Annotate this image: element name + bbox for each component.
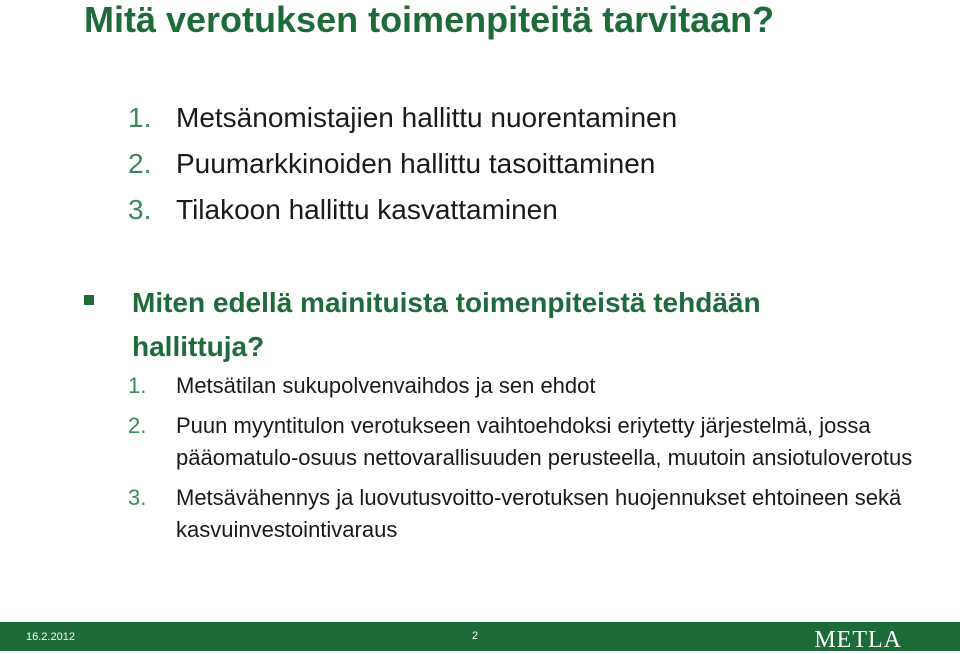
bullet-row bbox=[84, 281, 832, 369]
goal-list bbox=[128, 95, 677, 233]
goal-number: 1. bbox=[128, 102, 152, 133]
goal-item bbox=[128, 141, 677, 187]
metla-logo: METLA bbox=[814, 627, 902, 653]
measure-text: Metsätilan sukupolvenvaihdos ja sen ehdot bbox=[176, 373, 596, 398]
measure-item bbox=[128, 370, 928, 402]
measure-item bbox=[128, 482, 928, 546]
goal-item bbox=[128, 95, 677, 141]
measure-text: Puun myyntitulon verotukseen vaihtoehdoksi eriytetty järjestelmä, jossa pääomatulo-osuus nettovarallisuuden perusteella, muutoin ansiotuloverotus bbox=[176, 413, 913, 470]
measure-list bbox=[128, 370, 928, 546]
goal-number: 2. bbox=[128, 148, 152, 179]
square-bullet-icon bbox=[84, 295, 94, 305]
goal-number: 3. bbox=[128, 194, 152, 225]
footer-date: 16.2.2012 bbox=[26, 631, 75, 643]
slide-title: Mitä verotuksen toimenpiteitä tarvitaan? bbox=[84, 0, 775, 40]
page-number: 2 bbox=[472, 630, 479, 642]
goal-text: Puumarkkinoiden hallittu tasoittaminen bbox=[176, 148, 656, 179]
measure-text: Metsävähennys ja luovutusvoitto-verotuksen huojennukset ehtoineen sekä kasvuinvestointivaraus bbox=[176, 485, 902, 542]
measure-number: 1. bbox=[128, 373, 147, 398]
measure-number: 2. bbox=[128, 413, 147, 438]
goal-text: Tilakoon hallittu kasvattaminen bbox=[176, 194, 558, 225]
measure-number: 3. bbox=[128, 485, 147, 510]
question-bullet bbox=[84, 281, 832, 369]
measure-item bbox=[128, 410, 928, 474]
bullet-text: Miten edellä mainituista toimenpiteistä tehdään hallittuja? bbox=[132, 287, 761, 362]
footer-bar bbox=[0, 622, 960, 651]
goal-item bbox=[128, 187, 677, 233]
goal-text: Metsänomistajien hallittu nuorentaminen bbox=[176, 102, 678, 133]
